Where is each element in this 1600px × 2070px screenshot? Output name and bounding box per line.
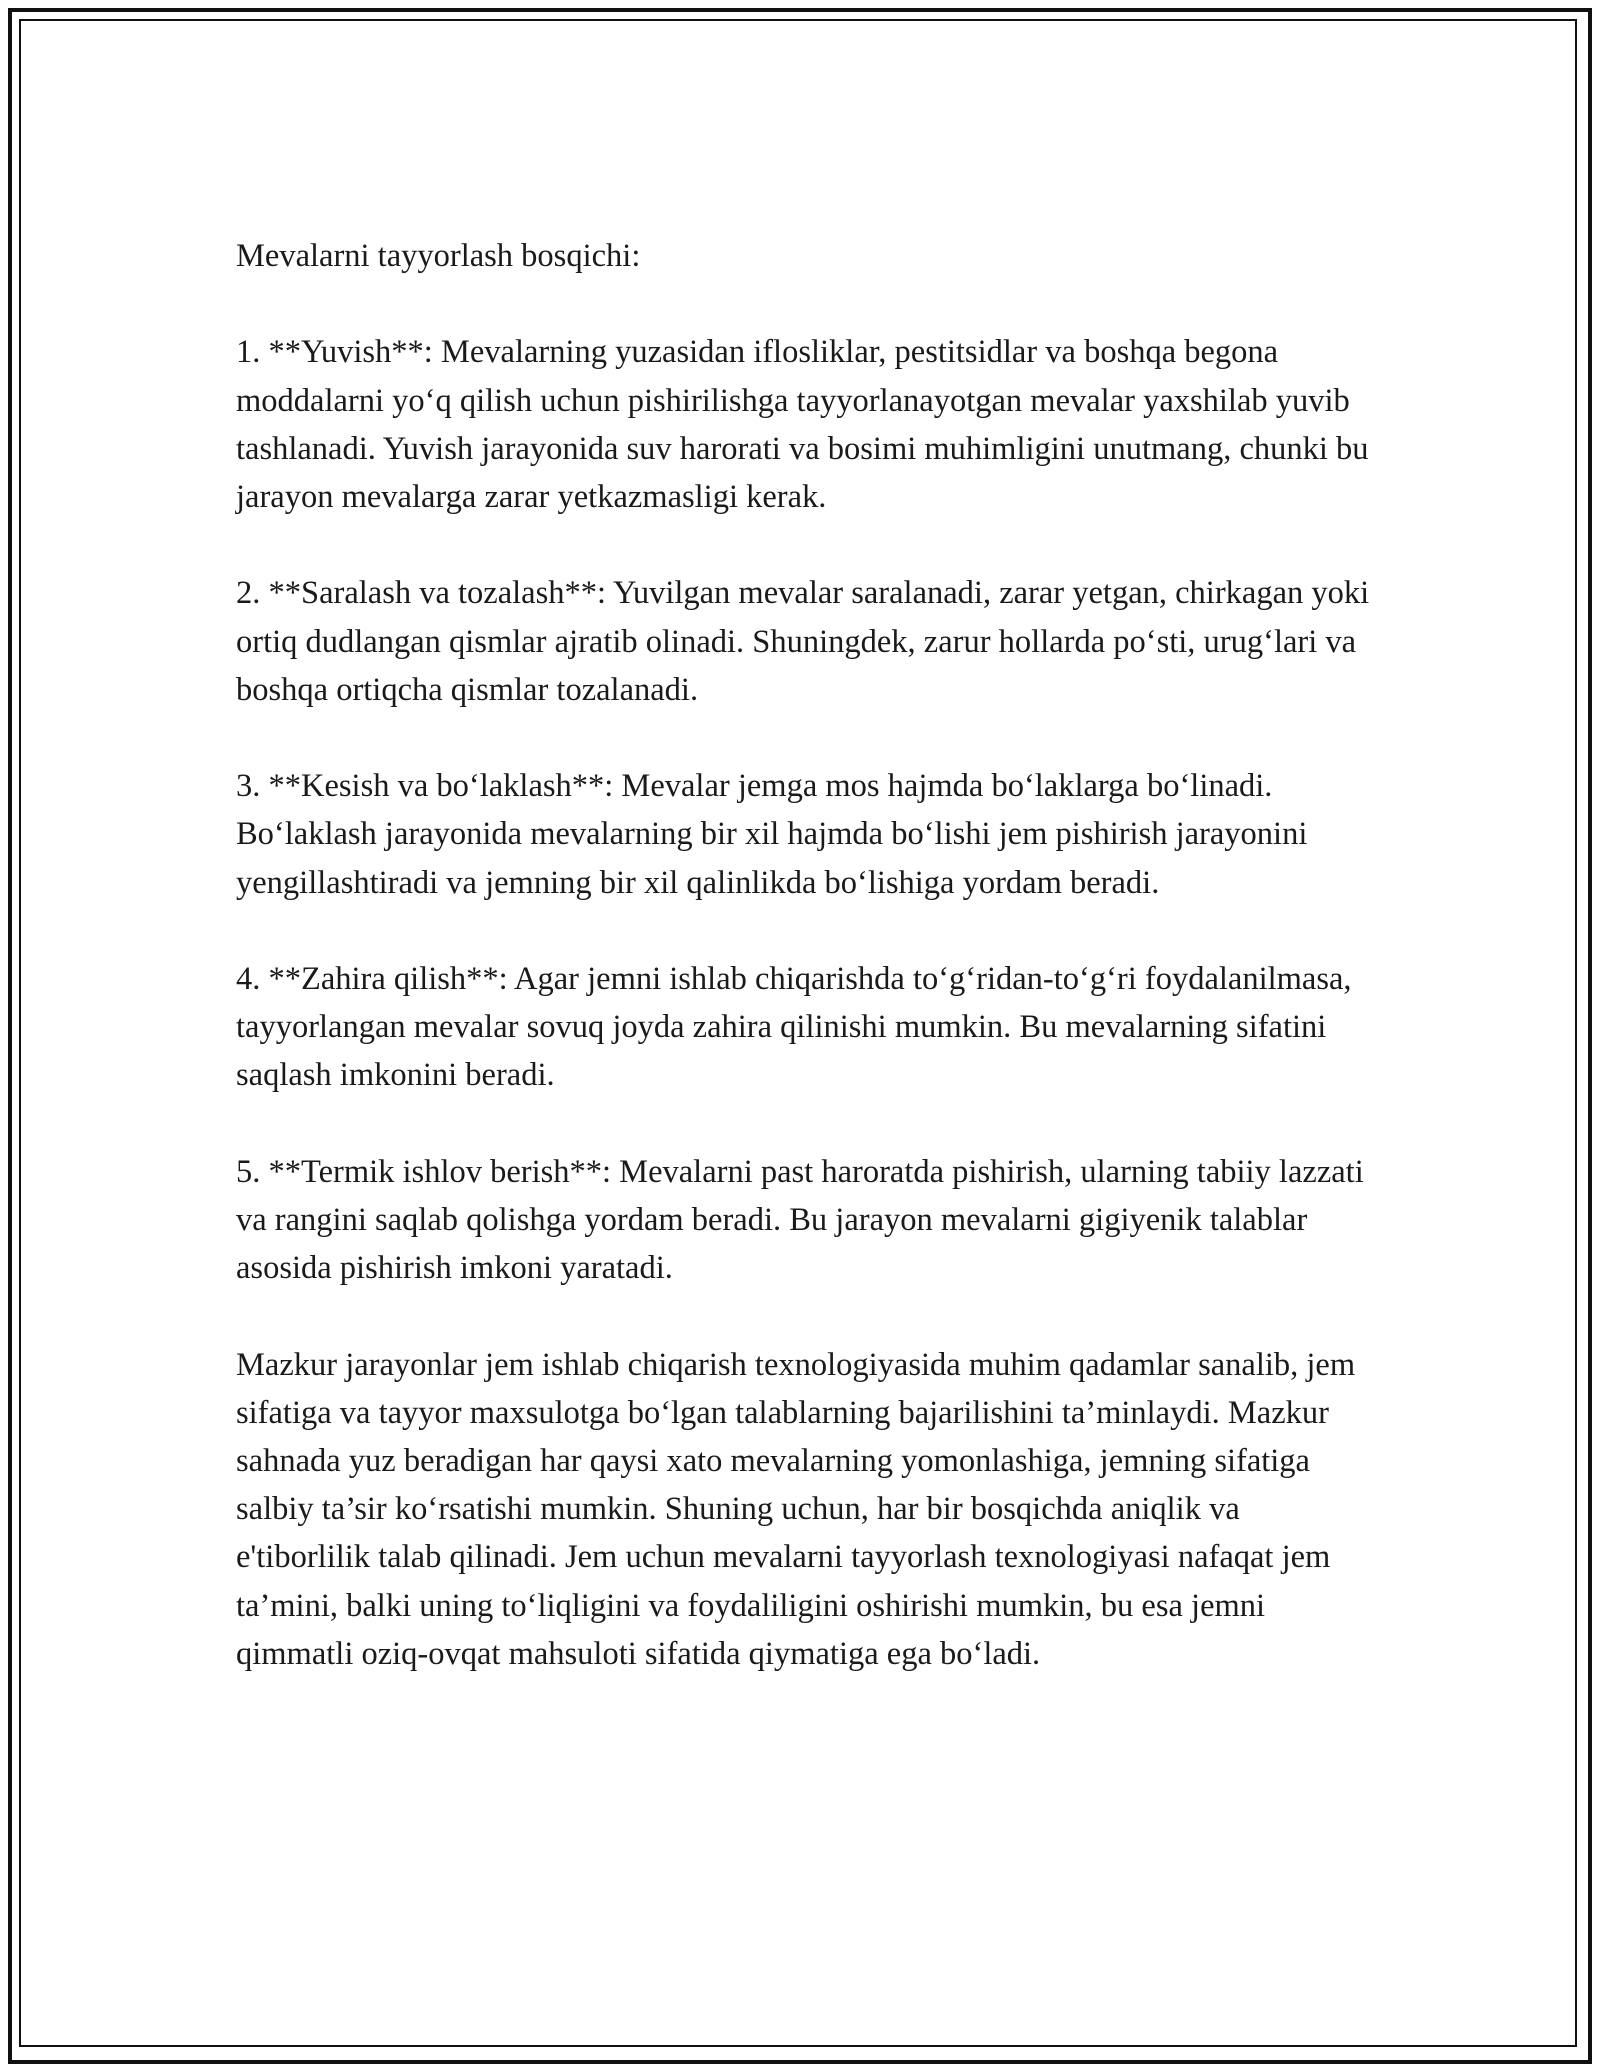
paragraph-step-4: 4. **Zahira qilish**: Agar jemni ishlab chiqarishda to‘g‘ridan-to‘g‘ri foydalanilmasa, tayyorlangan mevalar sovuq joyda zahira qilinishi mumkin. Bu mevalarning sifatini saqlash imkonini beradi. [236, 960, 1352, 1094]
document-heading: Mevalarni tayyorlash bosqichi: [236, 238, 641, 274]
paragraph-conclusion: Mazkur jarayonlar jem ishlab chiqarish texnologiyasida muhim qadamlar sanalib, jem sifatiga va tayyor maxsulotga bo‘lgan talablarning bajarilishini ta’minlaydi. Mazkur sahnada yuz beradigan har qaysi xato mevalarning yomonlashiga, jemning sifatiga salbiy ta’sir ko‘rsatishi mumkin. Shuning uchun, har bir bosqichda aniqlik va e'tiborlilik talab qilinadi. Jem uchun mevalarni tayyorlash texnologiyasi nafaqat jem ta’mini, balki uning to‘liqligini va foydaliligini oshirishi mumkin, bu esa jemni qimmatli oziq-ovqat mahsuloti sifatida qiymatiga ega bo‘ladi. [236, 1346, 1356, 1672]
document-body [236, 232, 1371, 1678]
paragraph-step-5: 5. **Termik ishlov berish**: Mevalarni past haroratda pishirish, ularning tabiiy lazzati va rangini saqlab qolishga yordam beradi. Bu jarayon mevalarni gigiyenik talablar asosida pishirish imkoni yaratadi. [236, 1153, 1364, 1287]
paragraph-step-2: 2. **Saralash va tozalash**: Yuvilgan mevalar saralanadi, zarar yetgan, chirkagan yoki ortiq dudlangan qismlar ajratib olinadi. Shuningdek, zarur hollarda po‘sti, urug‘lari va boshqa ortiqcha qismlar tozalanadi. [236, 575, 1370, 708]
paragraph-step-1: 1. **Yuvish**: Mevalarning yuzasidan iflosliklar, pestitsidlar va boshqa begona moddalarni yo‘q qilish uchun pishirilishga tayyorlanayotgan mevalar yaxshilab yuvib tashlanadi. Yuvish jarayonida suv harorati va bosimi muhimligini unutmang, chunki bu jarayon mevalarga zarar yetkazmasligi kerak. [236, 334, 1369, 515]
paragraph-step-3: 3. **Kesish va bo‘laklash**: Mevalar jemga mos hajmda bo‘laklarga bo‘linadi. Bo‘laklash jarayonida mevalarning bir xil hajmda bo‘lishi jem pishirish jarayonini yengillashtiradi va jemning bir xil qalinlikda bo‘lishiga yordam beradi. [236, 768, 1308, 901]
